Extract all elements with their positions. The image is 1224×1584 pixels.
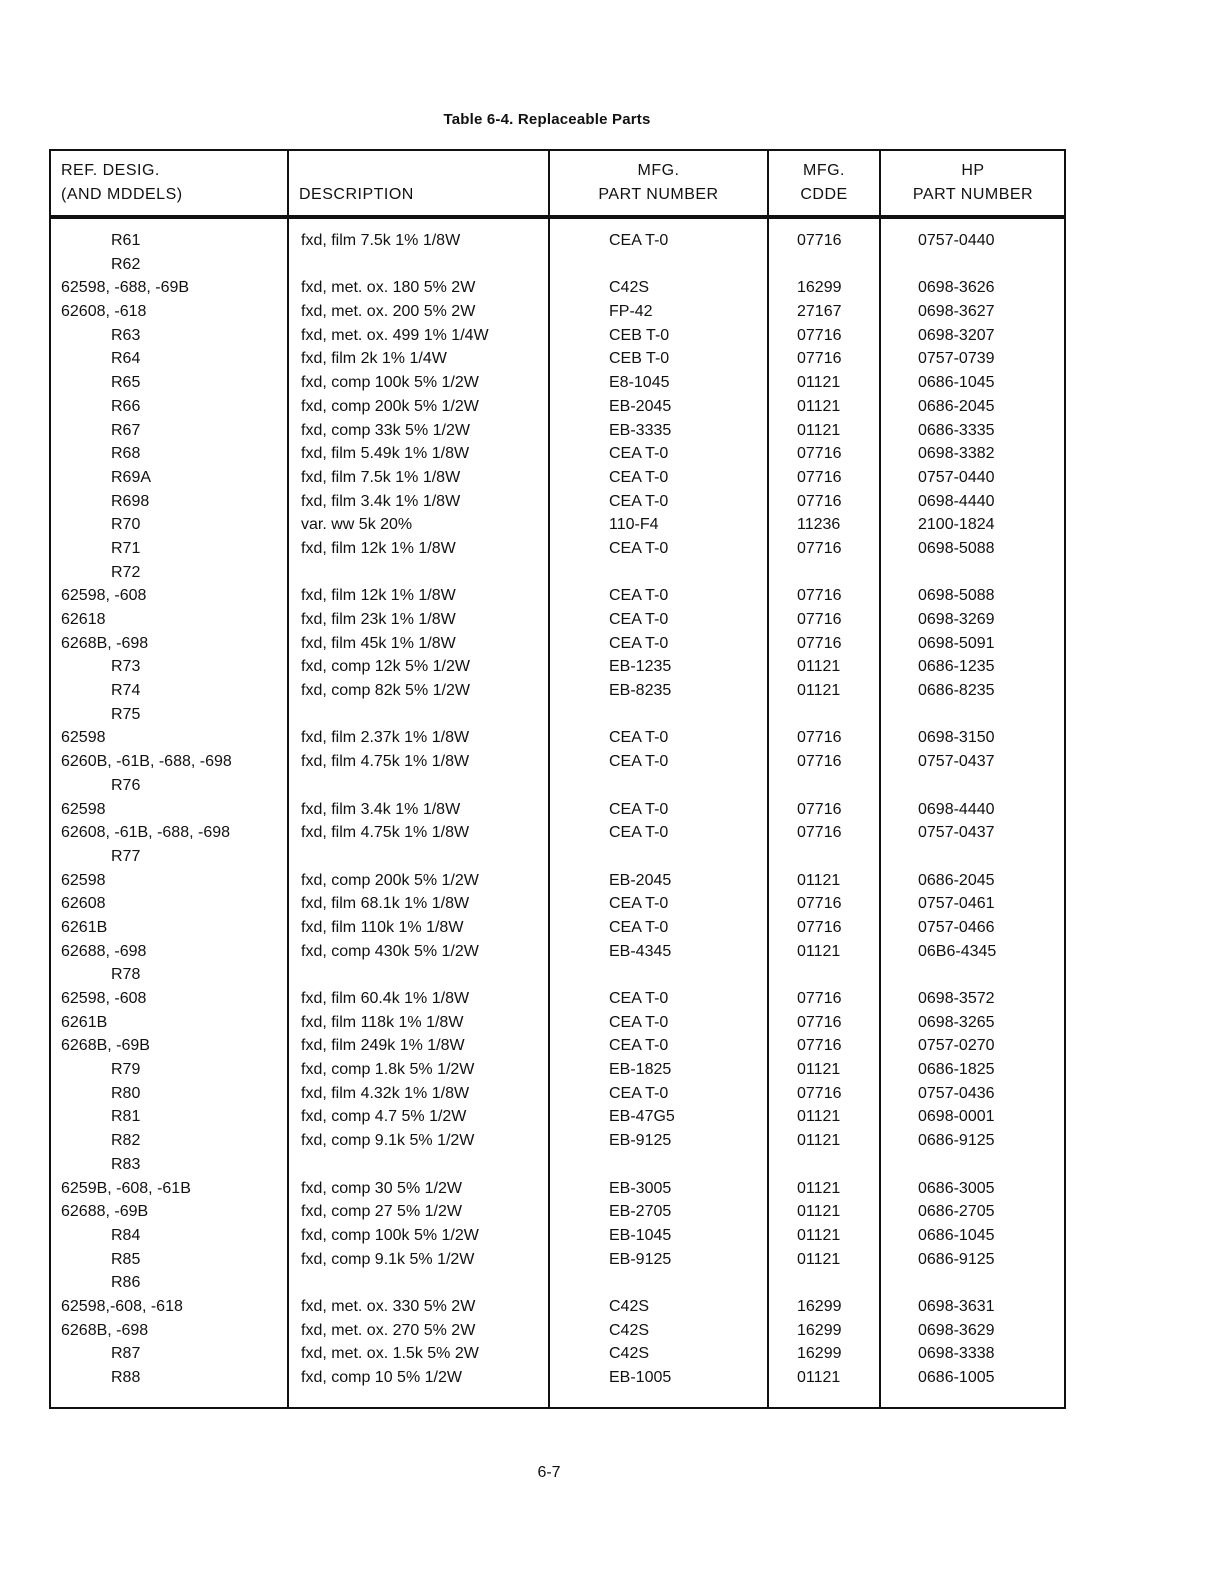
mfg-part-number-cell: CEA T-0 [609,1013,669,1031]
ref-desig-cell: 62598, -608 [61,990,147,1007]
hp-part-number-cell: 0698-0001 [918,1108,995,1126]
mfg-part-number-cell: CEB T-0 [609,350,670,368]
mfg-code-cell: 01121 [797,1226,841,1244]
table-row [51,537,1064,561]
mfg-part-number-cell: CEA T-0 [609,729,669,747]
table-row [51,561,1064,585]
hp-part-number-cell: 06B6-4345 [918,942,997,960]
mfg-part-number-cell: EB-4345 [609,942,672,960]
mfg-code-cell: 07716 [797,587,842,605]
hp-part-number-cell: 0686-2705 [918,1203,995,1221]
header-mfg-part-line1: MFG. [637,162,680,179]
mfg-part-number-cell: CEA T-0 [609,232,669,249]
ref-desig-cell: 62598,-608, -618 [61,1297,183,1315]
mfg-part-number-cell: FP-42 [609,303,653,321]
ref-desig-cell: R73 [111,658,141,676]
mfg-part-number-cell: EB-9125 [609,1250,672,1268]
mfg-part-number-cell: CEA T-0 [609,611,669,628]
mfg-code-cell: 07716 [797,753,842,771]
header-mfg-part-line2: PART NUMBER [598,186,719,203]
ref-desig-cell: R65 [111,374,141,392]
table-row [51,584,1064,608]
description-cell: fxd, comp 9.1k 5% 1/2W [301,1132,475,1150]
mfg-part-number-cell: CEA T-0 [609,753,669,771]
mfg-code-cell: 01121 [797,1061,841,1079]
ref-desig-cell: R86 [111,1274,141,1292]
mfg-part-number-cell: EB-9125 [609,1132,672,1150]
description-cell: fxd, film 7.5k 1% 1/8W [301,468,461,486]
mfg-code-cell: 07716 [797,990,842,1007]
mfg-code-cell: 01121 [797,1369,841,1386]
table-row [51,655,1064,679]
mfg-code-cell: 01121 [797,397,841,415]
hp-part-number-cell: 0686-8235 [918,682,995,700]
mfg-code-cell: 07716 [797,729,842,747]
description-cell: fxd, film 4.32k 1% 1/8W [301,1084,470,1102]
hp-part-number-cell: 0698-3150 [918,729,995,747]
table-row [51,703,1064,727]
mfg-part-number-cell: CEA T-0 [609,539,669,557]
table-row [51,229,1064,253]
mfg-part-number-cell: 110-F4 [609,516,659,534]
ref-desig-cell: 62608 [61,895,106,913]
mfg-part-number-cell: C42S [609,279,650,297]
table-row [51,490,1064,514]
ref-desig-cell: R82 [111,1132,141,1150]
header-hp-part-line2: PART NUMBER [912,186,1034,203]
mfg-code-cell: 01121 [797,421,841,439]
mfg-code-cell: 27167 [797,303,842,321]
ref-desig-cell: 6268B, -69B [61,1037,150,1055]
ref-desig-cell: R66 [111,397,141,415]
header-ref-desig [61,159,183,207]
mfg-part-number-cell: EB-2705 [609,1203,672,1221]
description-cell: fxd, comp 27 5% 1/2W [301,1203,462,1221]
table-row [51,1295,1064,1319]
hp-part-number-cell: 0686-1005 [918,1369,995,1386]
header-mfg-code [768,159,880,207]
description-cell: fxd, comp 10 5% 1/2W [301,1369,462,1386]
table-row [51,608,1064,632]
mfg-part-number-cell: CEA T-0 [609,895,669,913]
mfg-part-number-cell: CEA T-0 [609,445,669,463]
description-cell: fxd, comp 4.7 5% 1/2W [301,1108,467,1126]
hp-part-number-cell: 0757-0270 [918,1037,995,1055]
header-mfg-part-number [549,159,768,207]
mfg-code-cell: 01121 [797,1203,841,1221]
ref-desig-cell: R74 [111,682,141,700]
description-cell: fxd, met. ox. 200 5% 2W [301,303,476,321]
ref-desig-cell: R79 [111,1061,141,1079]
ref-desig-cell: R76 [111,776,141,794]
table-row [51,276,1064,300]
description-cell: fxd, film 249k 1% 1/8W [301,1037,465,1055]
mfg-code-cell: 07716 [797,824,842,842]
description-cell: var. ww 5k 20% [301,516,413,534]
table-row [51,1011,1064,1035]
mfg-part-number-cell: CEA T-0 [609,800,669,818]
description-cell: fxd, film 60.4k 1% 1/8W [301,990,470,1007]
hp-part-number-cell: 0757-0440 [918,468,995,486]
table-row [51,1058,1064,1082]
mfg-part-number-cell: CEA T-0 [609,918,669,936]
description-cell: fxd, comp 200k 5% 1/2W [301,397,479,415]
hp-part-number-cell: 0698-3382 [918,445,995,463]
ref-desig-cell: R62 [111,255,141,273]
mfg-part-number-cell: CEA T-0 [609,468,669,486]
hp-part-number-cell: 0686-9125 [918,1132,995,1150]
hp-part-number-cell: 0686-3335 [918,421,995,439]
hp-part-number-cell: 0698-3631 [918,1297,995,1315]
mfg-code-cell: 07716 [797,1084,842,1102]
mfg-code-cell: 16299 [797,279,842,297]
table-row [51,726,1064,750]
header-hp-part-line1: HP [961,162,985,179]
mfg-part-number-cell: EB-2045 [609,397,672,415]
ref-desig-cell: R61 [111,232,141,249]
mfg-part-number-cell: EB-2045 [609,871,672,889]
ref-desig-cell: R83 [111,1155,141,1173]
mfg-code-cell: 01121 [797,942,841,960]
ref-desig-cell: 62598, -688, -69B [61,279,190,297]
mfg-part-number-cell: CEA T-0 [609,587,669,605]
description-cell: fxd, film 12k 1% 1/8W [301,587,456,605]
table-row [51,916,1064,940]
description-cell: fxd, film 2.37k 1% 1/8W [301,729,470,747]
mfg-code-cell: 01121 [797,682,841,700]
mfg-code-cell: 16299 [797,1297,842,1315]
description-cell: fxd, film 12k 1% 1/8W [301,539,456,557]
header-mfg-code-line1: MFG. [803,162,845,179]
mfg-code-cell: 07716 [797,326,842,344]
table-row [51,371,1064,395]
mfg-code-cell: 16299 [797,1345,842,1363]
table-row [51,1105,1064,1129]
mfg-part-number-cell: E8-1045 [609,374,670,392]
mfg-code-cell: 07716 [797,445,842,463]
mfg-code-cell: 07716 [797,918,842,936]
ref-desig-cell: R78 [111,966,141,984]
description-cell: fxd, film 23k 1% 1/8W [301,611,456,628]
hp-part-number-cell: 0686-9125 [918,1250,995,1268]
mfg-part-number-cell: EB-3335 [609,421,672,439]
description-cell: fxd, met. ox. 270 5% 2W [301,1321,476,1339]
hp-part-number-cell: 0698-3629 [918,1321,995,1339]
description-cell: fxd, met. ox. 180 5% 2W [301,279,476,297]
table-row [51,1248,1064,1272]
ref-desig-cell: R87 [111,1345,141,1363]
mfg-part-number-cell: C42S [609,1321,650,1339]
ref-desig-cell: 62608, -61B, -688, -698 [61,824,231,842]
mfg-code-cell: 07716 [797,800,842,818]
ref-desig-cell: 6268B, -698 [61,1321,149,1339]
hp-part-number-cell: 0698-3269 [918,611,995,628]
mfg-part-number-cell: EB-1005 [609,1369,672,1386]
hp-part-number-cell: 0698-3265 [918,1013,995,1031]
ref-desig-cell: R68 [111,445,141,463]
header-ref-line1: REF. DESIG. [61,162,160,179]
mfg-code-cell: 01121 [797,1179,841,1197]
hp-part-number-cell: 0698-4440 [918,492,995,510]
ref-desig-cell: R77 [111,847,141,865]
ref-desig-cell: R88 [111,1369,141,1386]
table-row [51,300,1064,324]
hp-part-number-cell: 0686-2045 [918,871,995,889]
table-row [51,466,1064,490]
description-cell: fxd, film 3.4k 1% 1/8W [301,492,461,510]
description-cell: fxd, film 4.75k 1% 1/8W [301,753,470,771]
hp-part-number-cell: 0698-4440 [918,800,995,818]
hp-part-number-cell: 0757-0466 [918,918,995,936]
hp-part-number-cell: 0757-0436 [918,1084,995,1102]
mfg-part-number-cell: CEB T-0 [609,326,670,344]
table-row [51,750,1064,774]
table-row [51,1153,1064,1177]
description-cell: fxd, comp 9.1k 5% 1/2W [301,1250,475,1268]
hp-part-number-cell: 0698-5088 [918,539,995,557]
ref-desig-cell: R69A [111,468,152,486]
table-row [51,1129,1064,1153]
hp-part-number-cell: 0686-1045 [918,1226,995,1244]
mfg-code-cell: 07716 [797,350,842,368]
mfg-part-number-cell: EB-47G5 [609,1108,675,1126]
table-row [51,940,1064,964]
description-cell: fxd, film 7.5k 1% 1/8W [301,232,461,249]
ref-desig-cell: 6260B, -61B, -688, -698 [61,753,232,771]
mfg-part-number-cell: EB-3005 [609,1179,672,1197]
table-row [51,1224,1064,1248]
header-hp-part-number [880,159,1066,207]
ref-desig-cell: 62688, -698 [61,942,147,960]
hp-part-number-cell: 0698-3338 [918,1345,995,1363]
hp-part-number-cell: 0757-0437 [918,824,995,842]
page-number: 6-7 [537,1464,561,1481]
ref-desig-cell: R85 [111,1250,141,1268]
header-ref-line2: (AND MDDELS) [61,186,183,203]
mfg-code-cell: 07716 [797,1037,842,1055]
description-cell: fxd, met. ox. 1.5k 5% 2W [301,1345,479,1363]
table-body [51,229,1064,1390]
hp-part-number-cell: 0698-3627 [918,303,995,321]
mfg-part-number-cell: C42S [609,1297,650,1315]
description-cell: fxd, comp 30 5% 1/2W [301,1179,462,1197]
mfg-part-number-cell: EB-8235 [609,682,672,700]
hp-part-number-cell: 0757-0461 [918,895,995,913]
mfg-part-number-cell: CEA T-0 [609,824,669,842]
header-description: DESCRIPTION [299,186,414,203]
table-row [51,987,1064,1011]
table-row [51,1366,1064,1390]
hp-part-number-cell: 0698-3626 [918,279,995,297]
table-row [51,798,1064,822]
table-row [51,324,1064,348]
hp-part-number-cell: 0686-1825 [918,1061,995,1079]
ref-desig-cell: R75 [111,705,141,723]
ref-desig-cell: 62598 [61,871,106,889]
ref-desig-cell: R698 [111,492,150,510]
ref-desig-cell: 62608, -618 [61,303,147,321]
description-cell: fxd, comp 1.8k 5% 1/2W [301,1061,475,1079]
table-row [51,892,1064,916]
hp-part-number-cell: 0698-5091 [918,634,995,652]
hp-part-number-cell: 0757-0437 [918,753,995,771]
table-row [51,1177,1064,1201]
mfg-code-cell: 07716 [797,492,842,510]
description-cell: fxd, comp 100k 5% 1/2W [301,1226,479,1244]
ref-desig-cell: R71 [111,539,141,557]
description-cell: fxd, met. ox. 330 5% 2W [301,1297,476,1315]
description-cell: fxd, film 3.4k 1% 1/8W [301,800,461,818]
ref-desig-cell: R63 [111,326,141,344]
parts-table [49,149,1066,1409]
table-row [51,963,1064,987]
table-row [51,253,1064,277]
mfg-part-number-cell: EB-1045 [609,1226,672,1244]
hp-part-number-cell: 0686-3005 [918,1179,995,1197]
ref-desig-cell: 62598 [61,729,106,747]
hp-part-number-cell: 0698-3207 [918,326,995,344]
mfg-part-number-cell: EB-1825 [609,1061,672,1079]
mfg-code-cell: 01121 [797,1250,841,1268]
hp-part-number-cell: 0686-1045 [918,374,995,392]
mfg-code-cell: 01121 [797,658,841,676]
ref-desig-cell: 6259B, -608, -61B [61,1179,191,1197]
mfg-code-cell: 07716 [797,468,842,486]
description-cell: fxd, comp 12k 5% 1/2W [301,658,470,676]
table-row [51,1200,1064,1224]
description-cell: fxd, film 118k 1% 1/8W [301,1013,464,1031]
table-row [51,419,1064,443]
header-mfg-code-line2: CDDE [800,186,848,203]
ref-desig-cell: R81 [111,1108,141,1126]
mfg-part-number-cell: CEA T-0 [609,1084,669,1102]
table-row [51,1034,1064,1058]
mfg-part-number-cell: EB-1235 [609,658,672,676]
mfg-part-number-cell: CEA T-0 [609,634,669,652]
description-cell: fxd, comp 100k 5% 1/2W [301,374,479,392]
hp-part-number-cell: 0686-2045 [918,397,995,415]
ref-desig-cell: 6268B, -698 [61,634,149,652]
mfg-code-cell: 07716 [797,634,842,652]
ref-desig-cell: 6261B [61,1013,108,1031]
mfg-code-cell: 01121 [797,1108,841,1126]
ref-desig-cell: 62598, -608 [61,587,147,605]
ref-desig-cell: R64 [111,350,141,368]
table-row [51,1342,1064,1366]
table-row [51,442,1064,466]
description-cell: fxd, comp 33k 5% 1/2W [301,421,470,439]
table-row [51,513,1064,537]
table-row [51,1271,1064,1295]
table-row [51,679,1064,703]
mfg-code-cell: 11236 [797,516,841,534]
description-cell: fxd, film 5.49k 1% 1/8W [301,445,470,463]
ref-desig-cell: R70 [111,516,141,534]
table-row [51,347,1064,371]
table-row [51,1319,1064,1343]
mfg-part-number-cell: CEA T-0 [609,492,669,510]
mfg-code-cell: 01121 [797,1132,841,1150]
table-title: Table 6-4. Replaceable Parts [443,111,651,128]
description-cell: fxd, met. ox. 499 1% 1/4W [301,326,489,344]
description-cell: fxd, film 110k 1% 1/8W [301,918,464,936]
mfg-code-cell: 07716 [797,1013,842,1031]
description-cell: fxd, film 45k 1% 1/8W [301,634,456,652]
description-cell: fxd, film 68.1k 1% 1/8W [301,895,470,913]
mfg-code-cell: 01121 [797,374,841,392]
mfg-part-number-cell: CEA T-0 [609,990,669,1007]
ref-desig-cell: 62598 [61,800,106,818]
hp-part-number-cell: 0698-5088 [918,587,995,605]
table-row [51,395,1064,419]
mfg-code-cell: 07716 [797,539,842,557]
hp-part-number-cell: 0698-3572 [918,990,995,1007]
mfg-code-cell: 16299 [797,1321,842,1339]
header-divider [51,215,1064,219]
description-cell: fxd, film 2k 1% 1/4W [301,350,447,368]
table-row [51,845,1064,869]
mfg-part-number-cell: CEA T-0 [609,1037,669,1055]
table-row [51,821,1064,845]
hp-part-number-cell: 0686-1235 [918,658,995,676]
hp-part-number-cell: 2100-1824 [918,516,995,534]
mfg-code-cell: 01121 [797,871,841,889]
ref-desig-cell: R67 [111,421,141,439]
ref-desig-cell: 6261B [61,918,108,936]
hp-part-number-cell: 0757-0739 [918,350,995,368]
ref-desig-cell: 62618 [61,611,106,628]
description-cell: fxd, comp 430k 5% 1/2W [301,942,479,960]
ref-desig-cell: R80 [111,1084,141,1102]
table-row [51,869,1064,893]
ref-desig-cell: R84 [111,1226,141,1244]
hp-part-number-cell: 0757-0440 [918,232,995,249]
mfg-code-cell: 07716 [797,611,842,628]
table-row [51,632,1064,656]
table-row [51,774,1064,798]
ref-desig-cell: 62688, -69B [61,1203,149,1221]
description-cell: fxd, comp 82k 5% 1/2W [301,682,470,700]
table-row [51,1082,1064,1106]
mfg-part-number-cell: C42S [609,1345,650,1363]
ref-desig-cell: R72 [111,563,141,581]
mfg-code-cell: 07716 [797,895,842,913]
description-cell: fxd, comp 200k 5% 1/2W [301,871,479,889]
mfg-code-cell: 07716 [797,232,842,249]
description-cell: fxd, film 4.75k 1% 1/8W [301,824,470,842]
